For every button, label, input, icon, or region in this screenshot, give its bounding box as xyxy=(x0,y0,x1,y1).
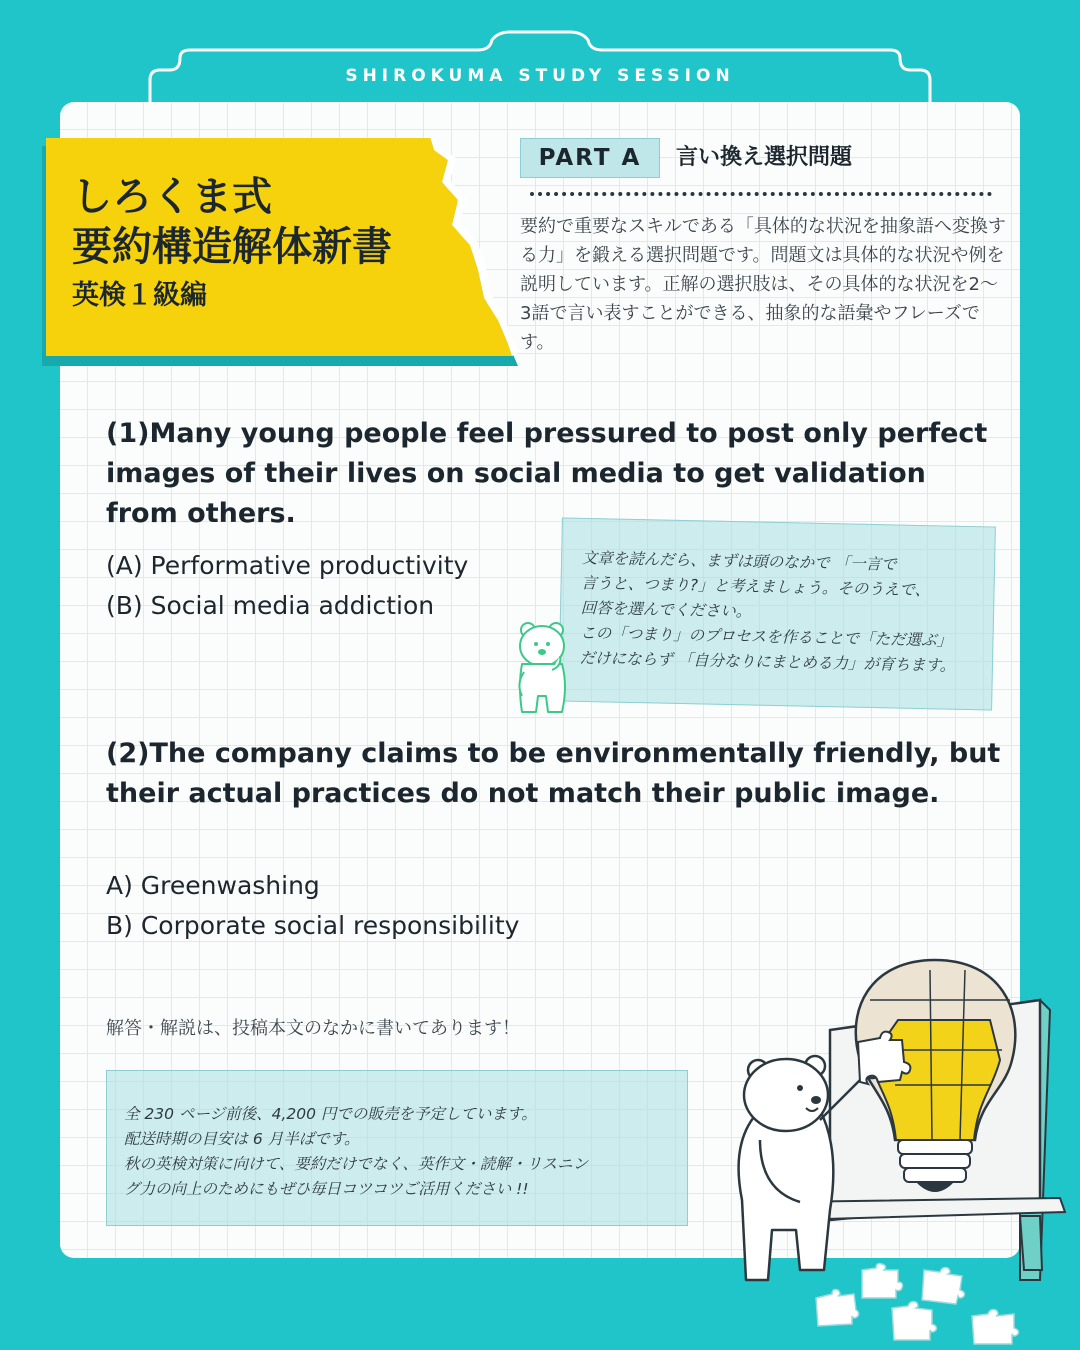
question-2-text: (2)The company claims to be environmentally friendly, but their actual practices do not match their public image. xyxy=(106,738,1001,809)
header-tab-outline xyxy=(0,0,1080,110)
brand-label: SHIROKUMA STUDY SESSION xyxy=(345,66,735,86)
bear-note-line: 言うと、つまり?」と考えましょう。そのうえで、 xyxy=(581,573,931,600)
part-description: 要約で重要なスキルである「具体的な状況を抽象語へ変換する力」を鍛える選択問題です。問題文は具体的な状況や例を説明しています。正解の選択肢は、その具体的な状況を2〜3語で言い表すことができる、抽象的な語彙やフレーズです。 xyxy=(520,216,1006,353)
question-2-option-a[interactable]: A) Greenwashing xyxy=(106,871,320,900)
bear-note-text xyxy=(579,546,982,679)
part-badge: PART A xyxy=(520,138,660,178)
title-line-2: 要約構造解体新書 xyxy=(72,224,392,270)
bear-note-line: 文章を読んだら、まずは頭のなかで 「一言で xyxy=(581,548,897,574)
title-line-1: しろくま式 xyxy=(72,174,272,220)
info-line: 全 230 ページ前後、4,200 円での販売を予定しています。 xyxy=(124,1105,537,1123)
question-2-option-b[interactable]: B) Corporate social responsibility xyxy=(106,911,520,940)
bear-note-line: この「つまり」のプロセスを作ることで「ただ選ぶ」 xyxy=(579,623,953,650)
puzzle-piece-icon xyxy=(812,1288,860,1328)
puzzle-piece-icon xyxy=(968,1306,1020,1348)
dotted-divider xyxy=(530,192,992,196)
puzzle-piece-icon xyxy=(858,1262,904,1302)
title-block xyxy=(72,172,392,316)
puzzle-piece-icon xyxy=(888,1300,938,1344)
question-1-text: (1)Many young people feel pressured to post only perfect images of their lives on social media to get validation from others. xyxy=(106,418,988,529)
answer-note: 解答・解説は、投稿本文のなかに書いてあります！ xyxy=(106,1018,520,1039)
info-line: 配送時期の目安は 6 月半ばです。 xyxy=(124,1130,360,1148)
bear-note-line: 回答を選んでください。 xyxy=(580,598,752,621)
info-text xyxy=(124,1102,680,1202)
info-line: 秋の英検対策に向けて、要約だけでなく、英作文・読解・リスニン xyxy=(124,1155,589,1173)
info-line: グ力の向上のためにもぜひ毎日コツコツご活用ください !! xyxy=(124,1180,529,1198)
title-subtitle: 英検１級編 xyxy=(72,280,207,311)
question-1-option-a[interactable]: (A) Performative productivity xyxy=(106,551,469,580)
small-polar-bear-icon xyxy=(508,616,578,722)
question-1-option-b[interactable]: (B) Social media addiction xyxy=(106,591,435,620)
part-heading: 言い換え選択問題 xyxy=(676,145,853,170)
bear-note-line: だけにならず 「自分なりにまとめる力」が育ちます。 xyxy=(579,648,956,675)
